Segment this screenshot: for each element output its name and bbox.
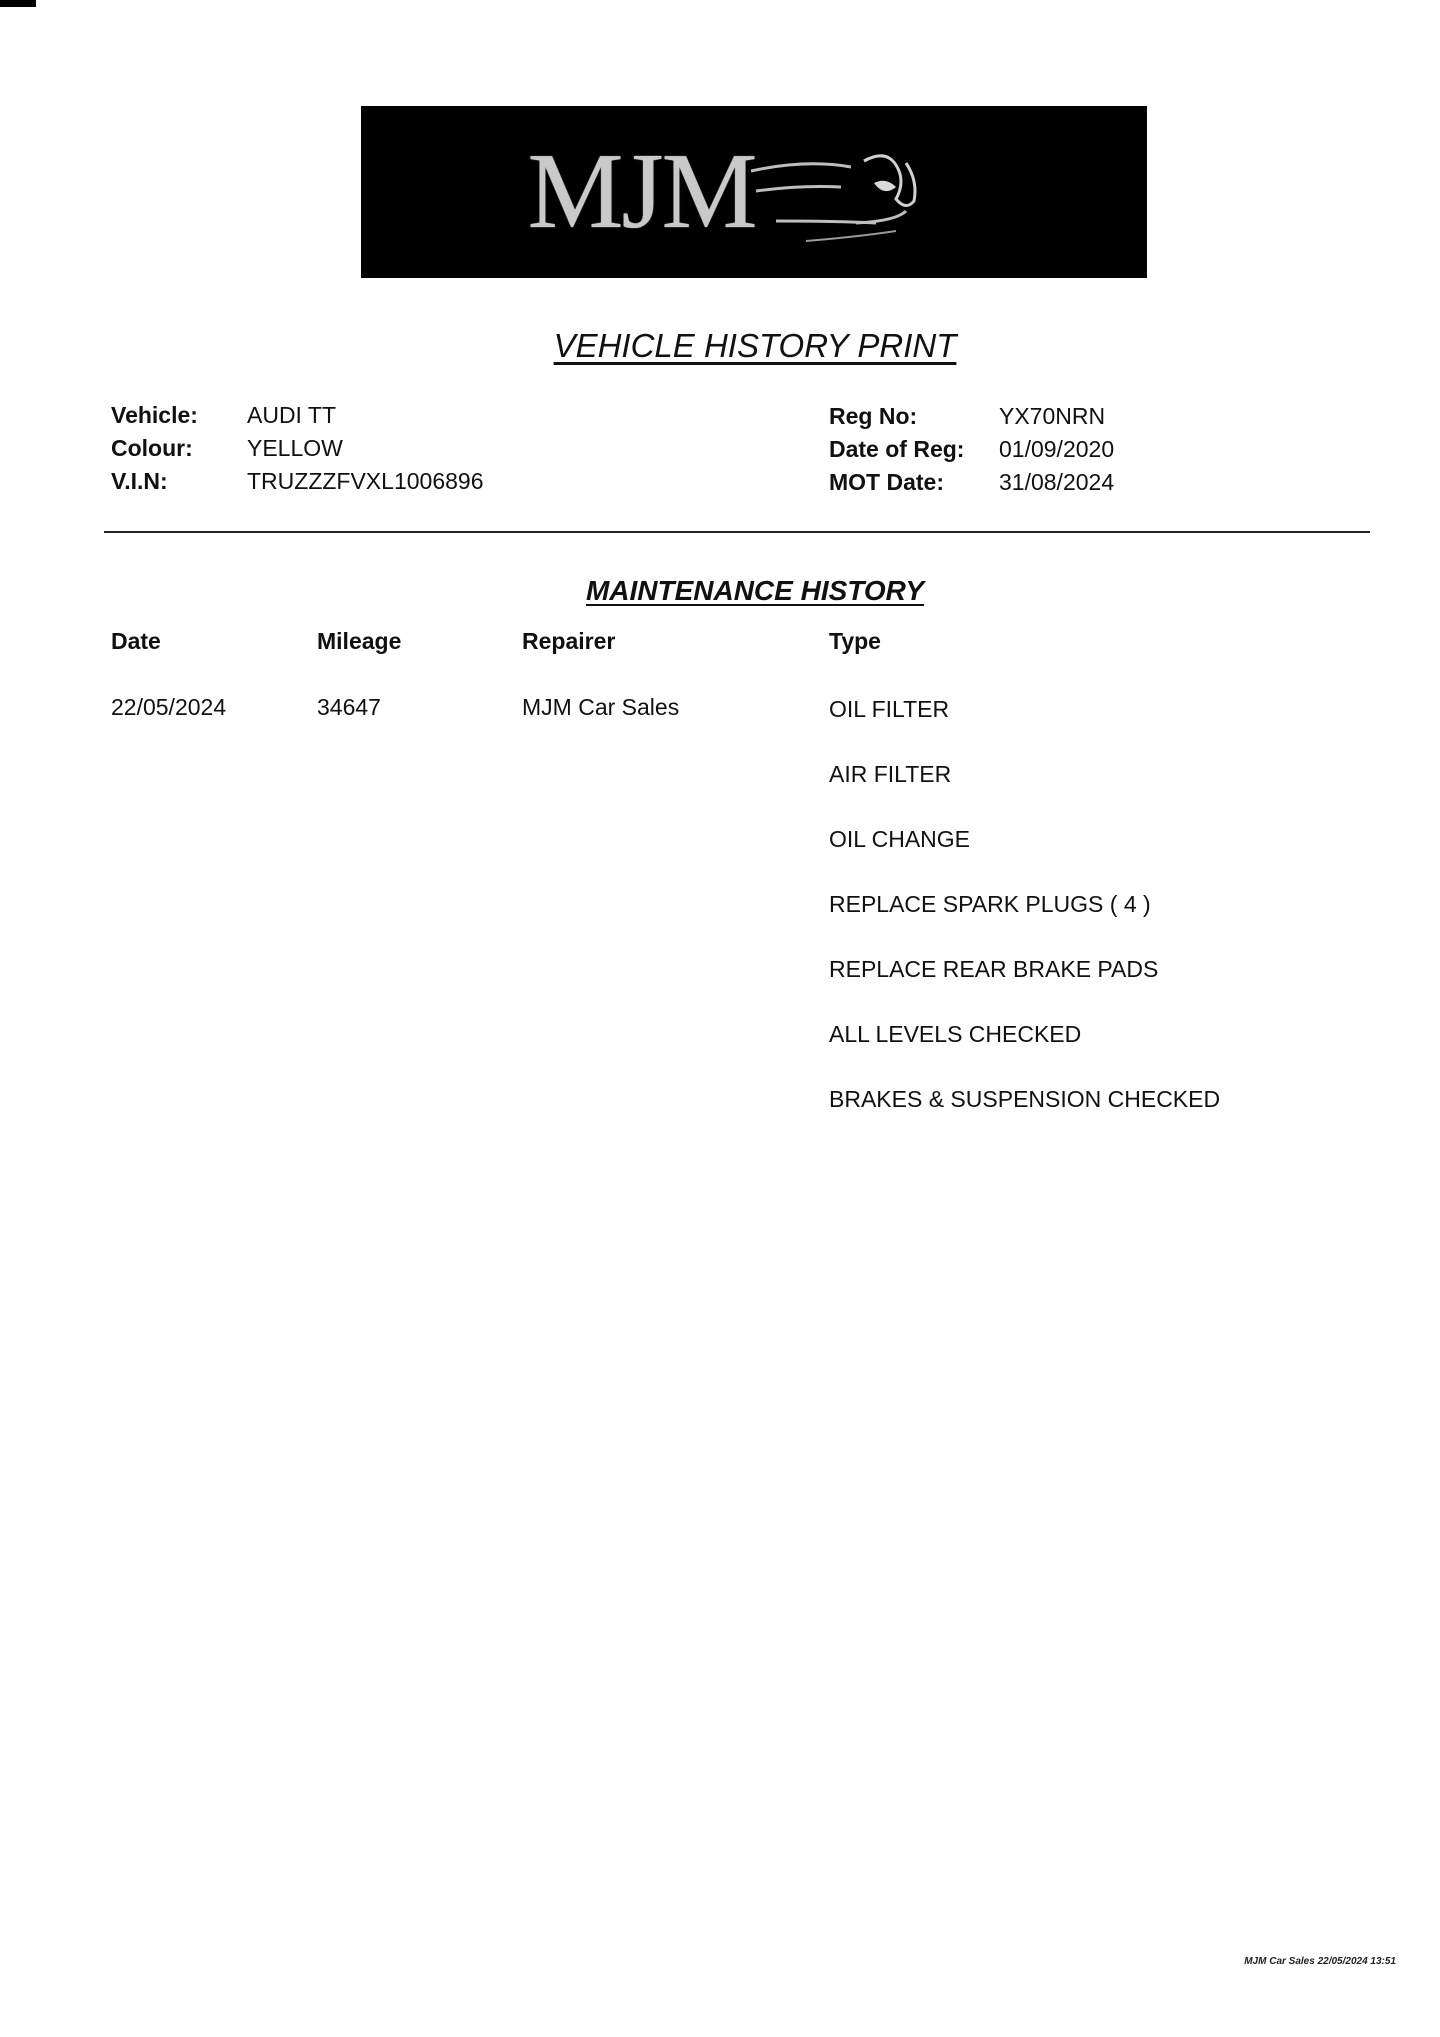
footer-print-stamp: MJM Car Sales 22/05/2024 13:51: [1244, 1956, 1396, 1967]
header-repairer: Repairer: [522, 628, 616, 654]
entry-date: 22/05/2024: [111, 694, 227, 720]
list-item: OIL CHANGE: [829, 826, 971, 852]
company-logo-banner: [361, 106, 1147, 278]
entry-repairer: MJM Car Sales: [522, 694, 680, 720]
header-mileage: Mileage: [317, 628, 402, 654]
date-of-reg-value: 01/09/2020: [999, 436, 1115, 462]
document-title: VEHICLE HISTORY PRINT: [553, 327, 957, 365]
vin-value: TRUZZZFVXL1006896: [247, 468, 484, 494]
maintenance-history-title: MAINTENANCE HISTORY: [585, 575, 925, 607]
list-item: BRAKES & SUSPENSION CHECKED: [829, 1086, 1221, 1112]
reg-no-value: YX70NRN: [999, 403, 1106, 429]
list-item: REPLACE SPARK PLUGS ( 4 ): [829, 891, 1151, 917]
car-silhouette-icon: [746, 141, 921, 251]
scan-corner-mark: [0, 0, 36, 7]
section-divider: [104, 531, 1370, 533]
header-type: Type: [829, 628, 881, 654]
entry-type-list: [829, 693, 1220, 1148]
list-item: OIL FILTER: [829, 696, 950, 722]
entry-mileage: 34647: [317, 694, 381, 720]
list-item: REPLACE REAR BRAKE PADS: [829, 956, 1159, 982]
vehicle-label: Vehicle:: [111, 402, 198, 428]
date-of-reg-label: Date of Reg:: [829, 436, 965, 462]
list-item: ALL LEVELS CHECKED: [829, 1021, 1082, 1047]
logo-text: MJM: [527, 132, 756, 251]
mot-date-value: 31/08/2024: [999, 469, 1115, 495]
list-item: AIR FILTER: [829, 761, 952, 787]
mot-date-label: MOT Date:: [829, 469, 944, 495]
colour-value: YELLOW: [247, 435, 343, 461]
vin-label: V.I.N:: [111, 468, 168, 494]
reg-no-label: Reg No:: [829, 403, 918, 429]
vehicle-value: AUDI TT: [247, 402, 337, 428]
colour-label: Colour:: [111, 435, 193, 461]
header-date: Date: [111, 628, 161, 654]
